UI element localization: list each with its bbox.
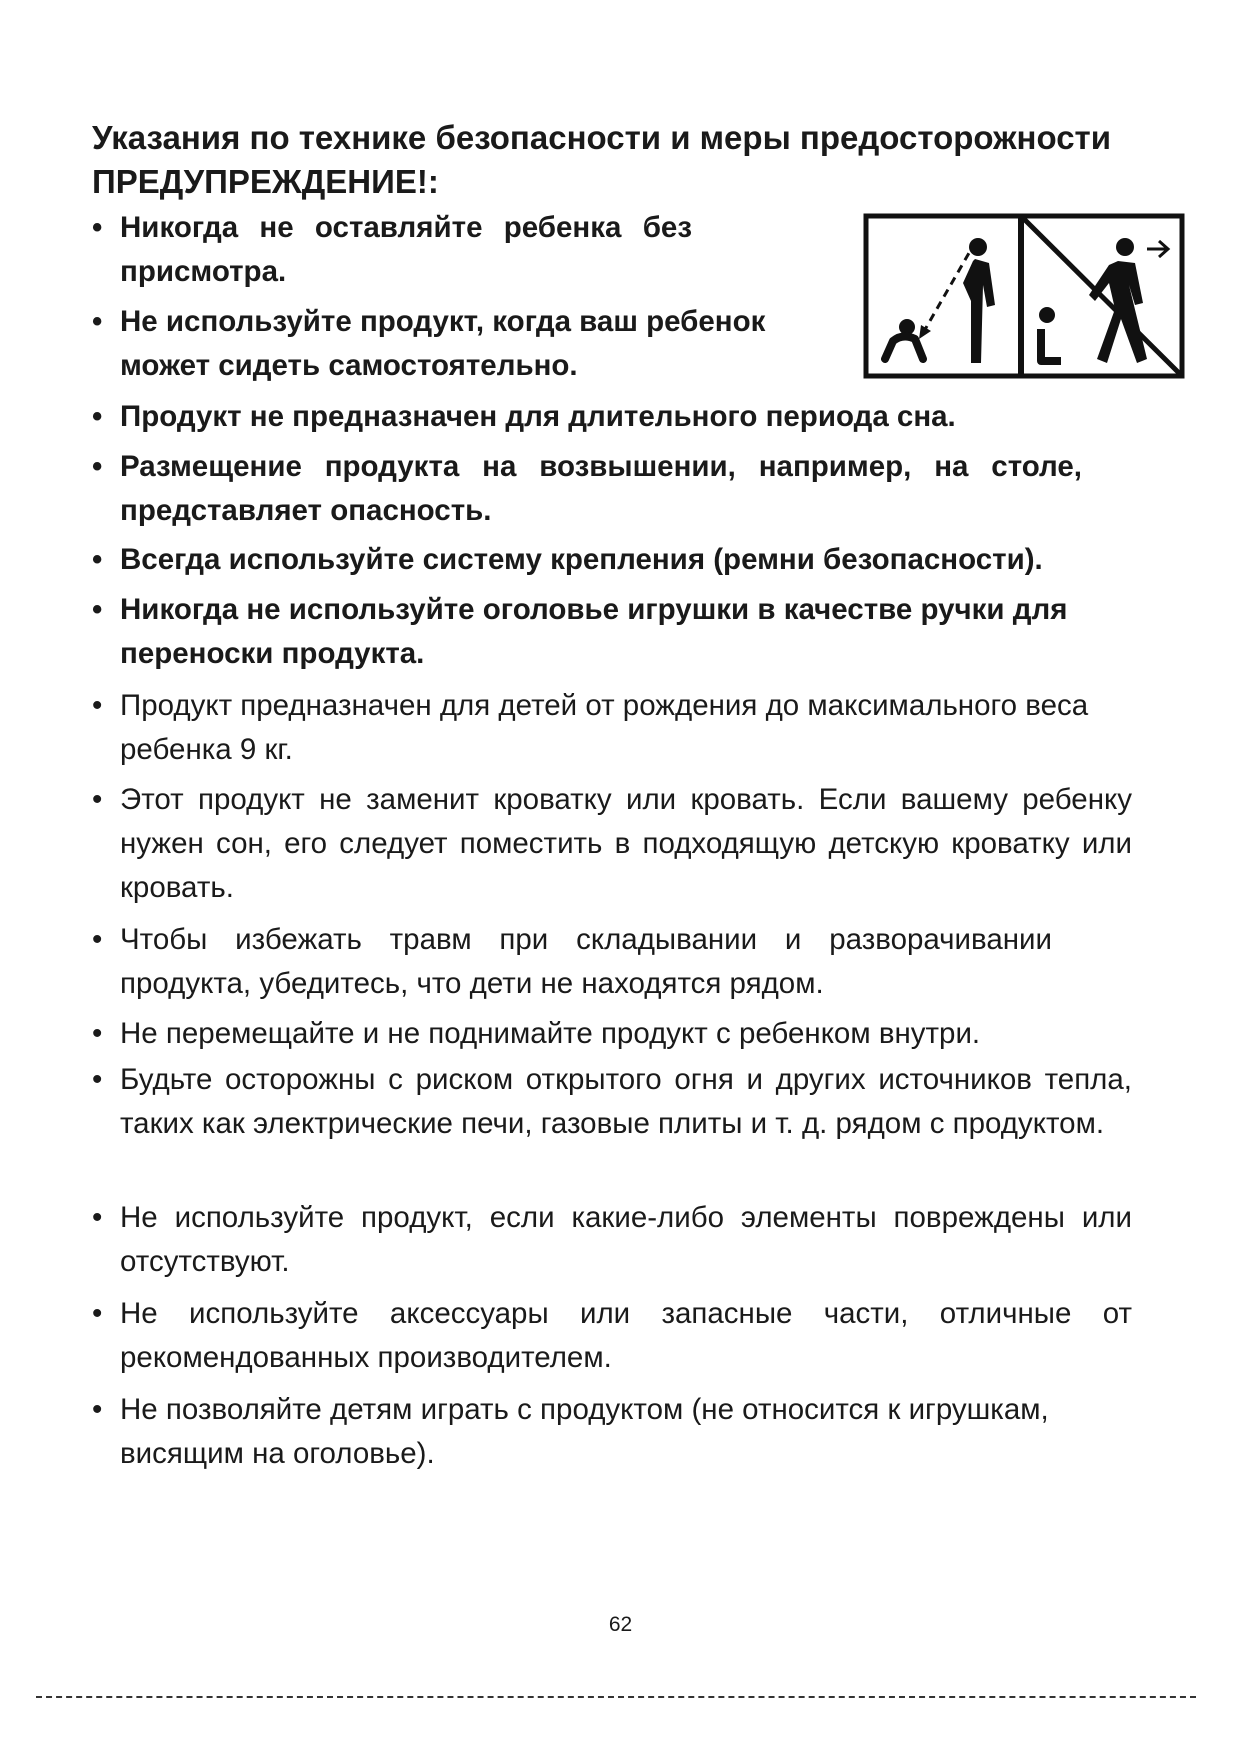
bullet-icon: • bbox=[92, 1201, 103, 1234]
instruction-item bbox=[92, 1292, 1132, 1380]
instruction-text: Не позволяйте детям играть с продуктом (не относится к игрушкам, висящим на оголовье). bbox=[120, 1393, 1049, 1470]
warning-text: Размещение продукта на возвышении, например, на столе, представляет опасность. bbox=[120, 450, 1082, 527]
warning-text: Не используйте продукт, когда ваш ребенок может сидеть самостоятельно. bbox=[120, 305, 766, 382]
section-heading: Указания по технике безопасности и меры предосторожности bbox=[92, 119, 1112, 156]
instruction-text: Этот продукт не заменит кроватку или кровать. Если вашему ребенку нужен сон, его следует поместить в подходящую детскую кроватку или кровать. bbox=[120, 783, 1132, 904]
instruction-text: Будьте осторожны с риском открытого огня и других источников тепла, таких как электрические печи, газовые плиты и т. д. рядом с продуктом. bbox=[120, 1063, 1132, 1140]
bullet-icon: • bbox=[92, 305, 103, 338]
page-title bbox=[92, 116, 1172, 204]
instruction-text: Не используйте аксессуары или запасные части, отличные от рекомендованных производителем. bbox=[120, 1297, 1132, 1374]
bullet-icon: • bbox=[92, 211, 103, 244]
do-not-leave-child-unattended-icon bbox=[863, 213, 1185, 379]
warning-item bbox=[92, 300, 812, 388]
page-number: 62 bbox=[608, 1613, 633, 1636]
instruction-text: Чтобы избежать травм при складывании и разворачивании продукта, убедитесь, что дети не находятся рядом. bbox=[120, 923, 1052, 1000]
bullet-icon: • bbox=[92, 1297, 103, 1330]
instruction-item bbox=[92, 1388, 1152, 1476]
warning-heading: ПРЕДУПРЕЖДЕНИЕ!: bbox=[92, 163, 439, 200]
footer-divider bbox=[36, 1696, 1196, 1698]
bullet-icon: • bbox=[92, 450, 103, 483]
warning-item bbox=[92, 445, 1082, 533]
warning-item bbox=[92, 206, 692, 294]
bullet-icon: • bbox=[92, 543, 103, 576]
bullet-icon: • bbox=[92, 1393, 103, 1426]
bullet-icon: • bbox=[92, 689, 103, 722]
warning-item bbox=[92, 588, 1132, 676]
instruction-item bbox=[92, 1058, 1132, 1146]
warning-text: Никогда не используйте оголовье игрушки в качестве ручки для переноски продукта. bbox=[120, 593, 1068, 670]
warning-item bbox=[92, 395, 1132, 439]
bullet-icon: • bbox=[92, 1017, 103, 1050]
bullet-icon: • bbox=[92, 923, 103, 956]
instruction-item bbox=[92, 1012, 1132, 1056]
instruction-item bbox=[92, 1196, 1132, 1284]
bullet-icon: • bbox=[92, 783, 103, 816]
instruction-item bbox=[92, 684, 1132, 772]
instruction-item bbox=[92, 778, 1132, 910]
warning-text: Никогда не оставляйте ребенка без присмотра. bbox=[120, 211, 692, 288]
instruction-text: Не используйте продукт, если какие-либо элементы повреждены или отсутствуют. bbox=[120, 1201, 1132, 1278]
bullet-icon: • bbox=[92, 1063, 103, 1096]
instruction-text: Не перемещайте и не поднимайте продукт с ребенком внутри. bbox=[120, 1017, 981, 1050]
warning-item bbox=[92, 538, 1132, 582]
bullet-icon: • bbox=[92, 400, 103, 433]
instruction-item bbox=[92, 918, 1052, 1006]
warning-text: Всегда используйте систему крепления (ремни безопасности). bbox=[120, 543, 1043, 576]
instruction-text: Продукт предназначен для детей от рождения до максимального веса ребенка 9 кг. bbox=[120, 689, 1089, 766]
bullet-icon: • bbox=[92, 593, 103, 626]
warning-text: Продукт не предназначен для длительного периода сна. bbox=[120, 400, 956, 433]
